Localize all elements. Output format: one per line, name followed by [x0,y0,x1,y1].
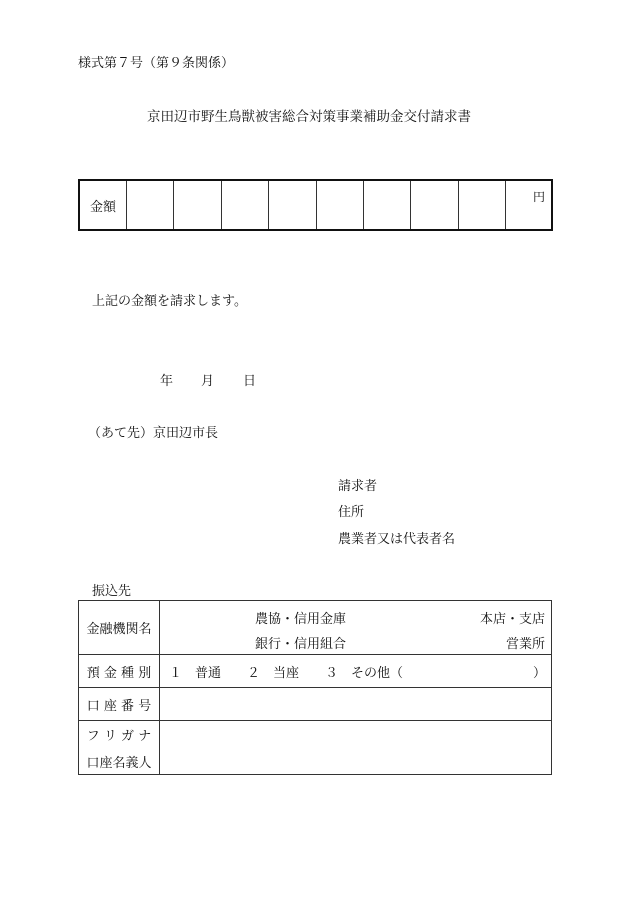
form-number: 様式第７号（第９条関係） [78,56,235,71]
account-holder-label: 口座名義人 [86,755,152,771]
amount-table [78,179,553,231]
holder-label-cell [79,721,160,775]
furigana-label: フ リ ガ ナ [86,728,152,744]
table-row [79,721,552,775]
request-statement: 上記の金額を請求します。 [92,294,247,309]
amount-digit-cell[interactable] [411,181,458,229]
amount-digit-cell[interactable] [127,181,174,229]
requester-name-label: 農業者又は代表者名 [338,532,456,547]
account-number-field[interactable] [160,688,552,721]
document-title: 京田辺市野生鳥獣被害総合対策事業補助金交付請求書 [147,109,471,125]
institution-line1: 農協・信用金庫 [255,612,347,627]
institution-line2: 銀行・信用組合 [255,637,347,652]
requester-heading: 請求者 [338,479,378,494]
table-row [79,601,552,655]
transfer-heading: 振込先 [92,584,132,599]
table-row [79,655,552,688]
deposit-options[interactable]: １ 普通 ２ 当座 ３ その他（ ） [160,655,552,688]
addressee: （あて先）京田辺市長 [88,426,219,441]
amount-digit-cell[interactable] [317,181,364,229]
requester-address-label: 住所 [338,505,365,520]
institution-cell[interactable] [160,601,552,655]
yen-unit: 円 [532,190,545,204]
date-month: 月 [201,374,215,389]
branch-line1: 本店・支店 [479,612,545,627]
institution-label: 金融機関名 [79,601,160,655]
amount-digit-cell[interactable] [364,181,411,229]
date-day: 日 [243,374,257,389]
amount-label: 金額 [89,199,116,215]
date-year: 年 [160,374,174,389]
amount-digit-cell-yen[interactable] [506,181,551,229]
amount-digit-cell[interactable] [222,181,269,229]
bank-info-table [78,600,552,775]
amount-label-cell [80,181,127,229]
amount-digit-cell[interactable] [269,181,316,229]
amount-digit-cell[interactable] [459,181,506,229]
account-holder-field[interactable] [160,721,552,775]
table-row [79,688,552,721]
branch-line2: 営業所 [505,637,545,652]
deposit-type-label: 預 金 種 別 [79,655,160,688]
account-number-label: 口 座 番 号 [79,688,160,721]
amount-digit-cell[interactable] [174,181,221,229]
